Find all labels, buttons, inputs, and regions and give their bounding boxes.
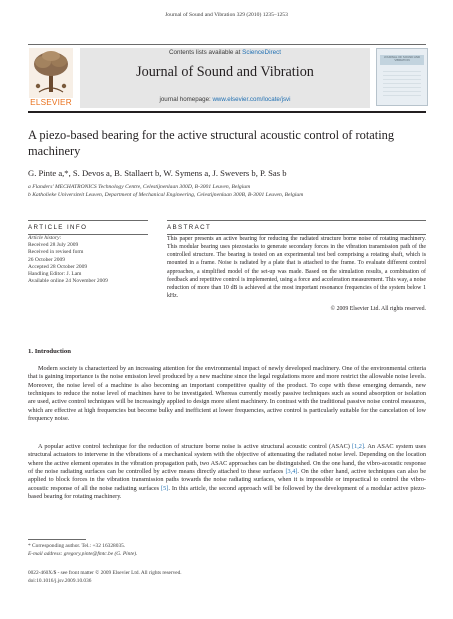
p2-text: . In this article, the second approach will be followed by the development of a modular active piezo-based bearing for rotating machinery. [28,484,426,501]
elsevier-tree-icon [29,48,73,98]
corresponding-author-note: * Corresponding author. Tel.: +32 16328035. [28,543,126,549]
journal-title: Journal of Sound and Vibration [136,64,314,80]
cover-decoration [383,71,421,97]
doi-line[interactable]: doi:10.1016/j.jsv.2009.10.036 [28,578,92,584]
history-line: Received 28 July 2009 [28,242,79,249]
footnote-rule [28,539,86,540]
abstract-text: This paper presents an active bearing for reducing the radiated structure borne noise of rotating machinery. This modular bearing uses piezostacks to generate secondary forces in the vibration transmission path of the controlled structure. The bearing is tested on an experimental test bed comprising a rotating shaft, which is mounted in a frame. Noise is radiated by a plate that is attached to the frame. To evaluate different control approaches, a simplified model of the set-up was made. Based on the simulation results, a combination of feedback and repetitive control is implemented, using a force and acceleration measurement. This way, a noise reduction of more than 10 dB is achieved at the most important resonance frequencies of the system below 1 kHz. [167,236,426,300]
history-line: Handling Editor: J. Lam [28,271,82,278]
introduction-paragraph-2 [28,443,426,501]
author-list: G. Pinte a,*, S. Devos a, B. Stallaert b, W. Symens a, J. Swevers b, P. Sas b [28,168,287,178]
history-header: Article history: [28,235,62,241]
homepage-line [80,96,370,103]
abstract-rule-top [167,220,426,221]
article-title: A piezo-based bearing for the active structural acoustic control of rotating machinery [28,128,395,158]
journal-cover-thumbnail [376,48,428,106]
article-info-label: ARTICLE INFO [28,224,88,231]
citation-link[interactable]: [5] [161,484,169,492]
introduction-heading: 1. Introduction [28,348,71,355]
article-info-section [28,220,148,235]
running-head: Journal of Sound and Vibration 329 (2010) 1235–1253 [165,12,288,18]
elsevier-tree-logo [29,48,73,102]
homepage-link[interactable]: www.elsevier.com/locate/jsvi [212,96,291,103]
citation-link[interactable]: [1,2] [352,443,364,450]
article-info-rule-top [28,220,148,221]
homepage-prefix: journal homepage: [159,96,213,103]
contents-prefix: Contents lists available at [168,49,243,56]
cover-title: JOURNAL OF SOUND AND VIBRATION [383,55,421,62]
abstract-section [167,220,426,235]
history-line: Received in revised form [28,249,84,256]
article-history [28,235,148,285]
abstract-copyright: © 2009 Elsevier Ltd. All rights reserved. [330,306,426,312]
affiliation-a: a Flanders' MECHATRONICS Technology Centre, Celestijnenlaan 300D, B-3001 Leuven, Belgium [28,184,251,190]
p2-text: . On the other hand, active techniques can also be applied to block forces in the vibration transmission paths towards the noise radiating surfaces, when it is impossible or impractical to control the vibro-acoustic response of all the noise radiating surfaces [28,468,426,492]
top-rule [28,44,426,45]
p2-text: . An ASAC system uses structural actuators to intervene in the vibrations of a mechanical system with the objective of attenuating the radiated noise level. Depending on the location where the active element operates in the vibration propagation path, two ASAC approaches can be distinguished. On the one hand, the vibro-acoustic response of the noise radiating surfaces can be controlled by active means directly attached to these surfaces [28,443,426,476]
affiliation-b: b Katholieke Universiteit Leuven, Department of Mechanical Engineering, Celestijnenlaan 300B, B-3001 Leuven, Belgium [28,192,304,198]
contents-line [80,49,370,56]
publisher-name: ELSEVIER [30,98,72,107]
email-note: E-mail address: gregory.pinte@fmtc.be (G. Pinte). [28,551,138,557]
history-line: Available online 24 November 2009 [28,278,108,285]
issn-line: 0022-460X/$ - see front matter © 2009 Elsevier Ltd. All rights reserved. [28,570,182,576]
introduction-paragraph-1: Modern society is characterized by an increasing attention for the environmental impact of newly developed machinery. One of the environmental criteria that is gaining importance is the noise emission level produced by a new machine since the legal regulations more and more restrict the allowable noise levels. Moreover, the noise level of a machine is also becoming an important competitive quality of the product. To cope with these emerging demands, new techniques to reduce the noise level of machines have to be investigated. Whereas currently mostly passive techniques such as sound absorption or isolation are used, active control techniques will be increasingly applied to design more silent machinery. In contrast with the traditional passive noise control measures, which are effective at high frequencies but become bulky and inefficient at lower frequencies, active control is particularly suitable for the cancelation of low frequency noise. [28,365,426,423]
history-line: Accepted 28 October 2009 [28,263,88,270]
header-thick-rule [28,111,426,113]
citation-link[interactable]: [3,4] [285,468,298,476]
p2-text: A popular active control technique for the reduction of structure borne noise is active structural acoustic control (ASAC) [38,443,353,450]
sciencedirect-link[interactable]: ScienceDirect [242,49,281,56]
history-line: 26 October 2009 [28,256,65,263]
abstract-label: ABSTRACT [167,224,212,231]
